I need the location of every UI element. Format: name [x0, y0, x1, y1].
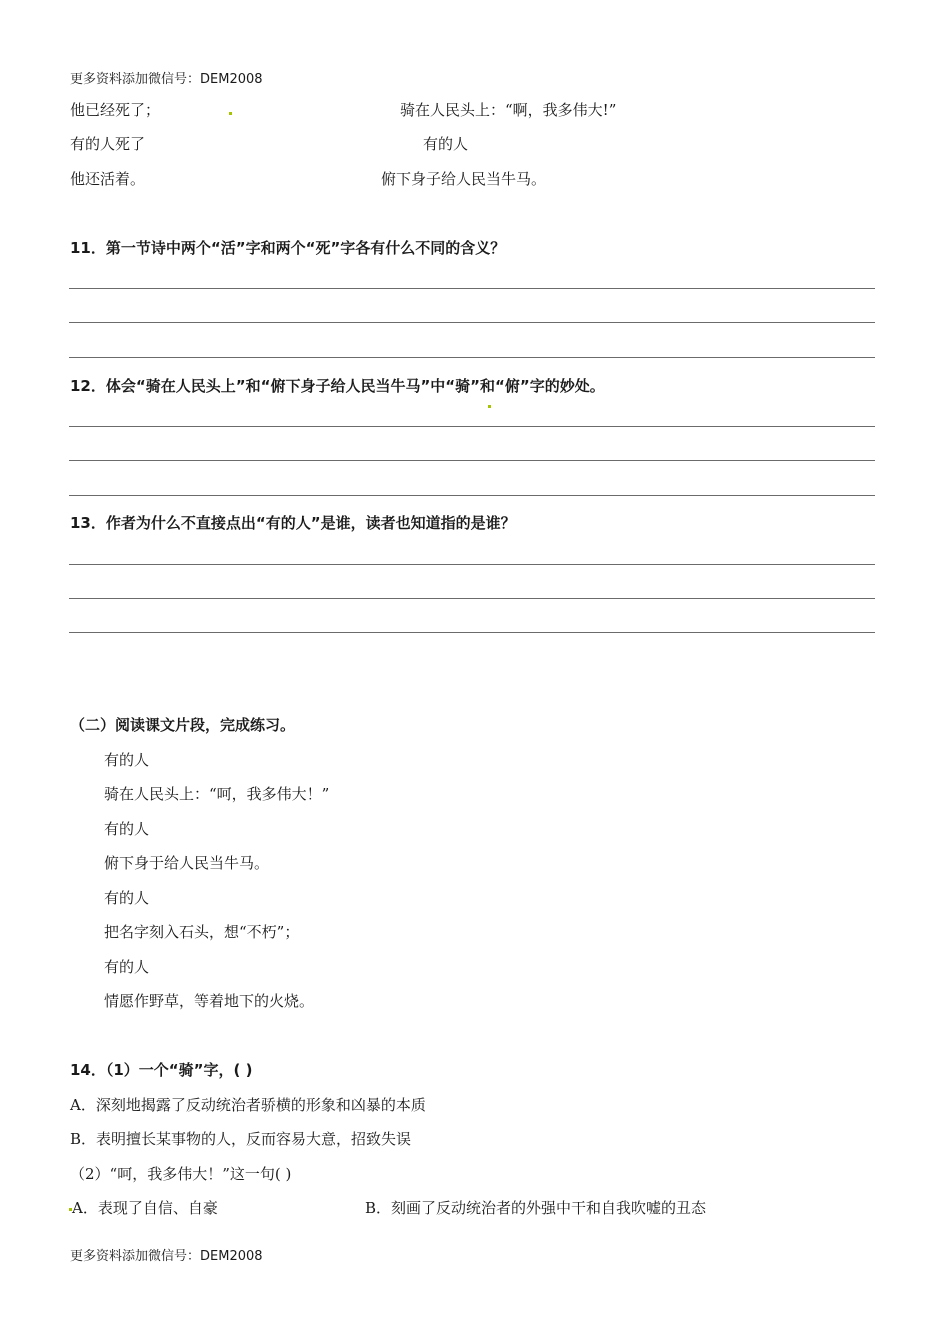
question-11: 11．第一节诗中两个“活”字和两个“死”字各有什么不同的含义？ — [70, 239, 506, 257]
excerpt-line: 骑在人民头上：“呵，我多伟大！” — [104, 785, 330, 803]
excerpt-line: 有的人 — [104, 958, 150, 976]
section-2-title: （二）阅读课文片段，完成练习。 — [70, 716, 296, 734]
excerpt-line: 有的人 — [104, 751, 150, 769]
page-footer: 更多资料添加微信号：DEM2008 — [70, 1249, 263, 1264]
answer-line — [69, 288, 875, 289]
answer-line — [69, 598, 875, 599]
stray-mark — [229, 112, 232, 115]
answer-line — [69, 357, 875, 358]
answer-line — [69, 495, 875, 496]
question-12: 12．体会“骑在人民头上”和“俯下身子给人民当牛马”中“骑”和“俯”字的妙处。 — [70, 377, 605, 395]
question-14-part-2: （2）“呵，我多伟大！”这一句( ) — [70, 1165, 292, 1183]
excerpt-line: 有的人 — [104, 820, 150, 838]
excerpt-line: 情愿作野草，等着地下的火烧。 — [104, 992, 315, 1010]
excerpt-line: 有的人 — [104, 889, 150, 907]
page-header: 更多资料添加微信号：DEM2008 — [70, 72, 263, 87]
question-14: 14．（1）一个“骑”字，( ) — [70, 1061, 253, 1079]
excerpt-line: 把名字刻入石头，想“不朽”； — [104, 923, 300, 941]
answer-line — [69, 564, 875, 565]
excerpt-line: 俯下身于给人民当牛马。 — [104, 854, 270, 872]
option-1b: B．表明擅长某事物的人，反而容易大意，招致失误 — [70, 1130, 412, 1148]
answer-line — [69, 632, 875, 633]
poem-left-line-1: 他已经死了； — [70, 101, 161, 119]
poem-right-line-1: 骑在人民头上：“啊，我多伟大!” — [400, 101, 617, 119]
stray-mark — [488, 405, 491, 408]
poem-right-line-3: 俯下身子给人民当牛马。 — [381, 170, 547, 188]
question-13: 13．作者为什么不直接点出“有的人”是谁，读者也知道指的是谁？ — [70, 514, 516, 532]
option-1a: A．深刻地揭露了反动统治者骄横的形象和凶暴的本质 — [70, 1096, 426, 1114]
option-2a: A．表现了自信、自豪 — [72, 1199, 218, 1217]
answer-line — [69, 460, 875, 461]
poem-right-line-2: 有的人 — [423, 135, 469, 153]
option-2b: B．刻画了反动统治者的外强中干和自我吹嘘的丑态 — [365, 1199, 707, 1217]
answer-line — [69, 322, 875, 323]
poem-left-line-3: 他还活着。 — [70, 170, 146, 188]
poem-left-line-2: 有的人死了 — [70, 135, 146, 153]
answer-line — [69, 426, 875, 427]
